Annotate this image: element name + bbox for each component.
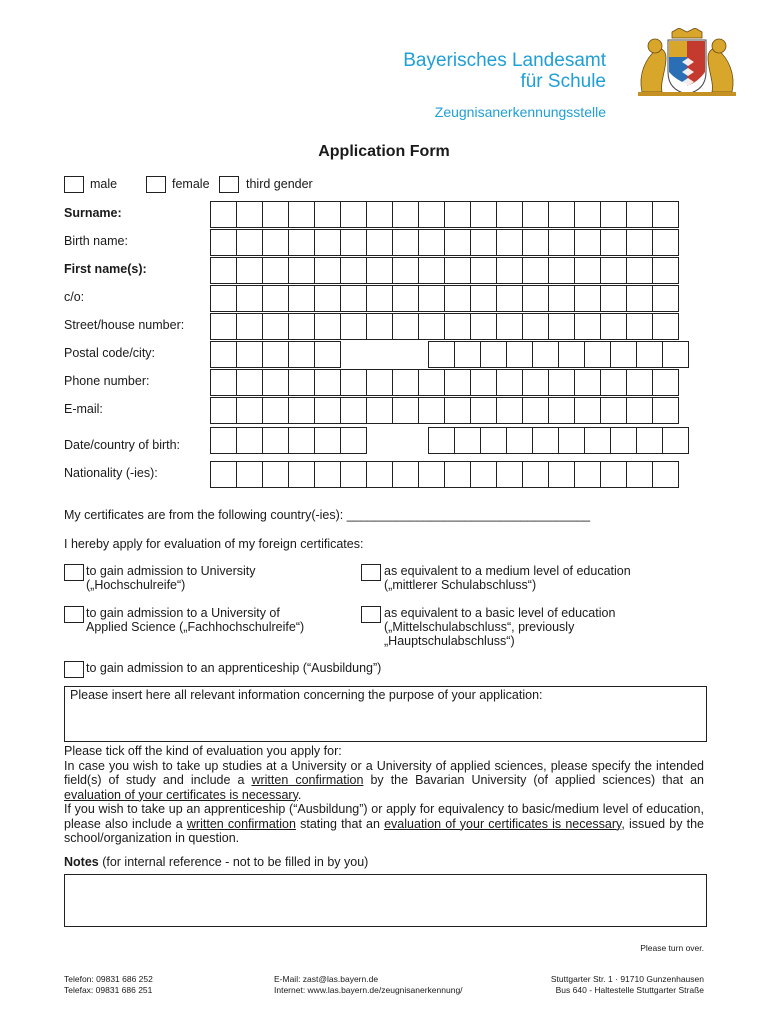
application-purpose-textarea[interactable]	[64, 686, 707, 742]
instructions-intro: Please tick off the kind of evaluation you apply for:	[64, 744, 342, 758]
applied-science-option-line2: Applied Science („Fachhochschulreife“)	[86, 620, 305, 634]
university-option-line2: („Hochschulreife“)	[86, 578, 186, 592]
date-of-birth-field[interactable]	[210, 427, 366, 454]
male-label: male	[90, 177, 118, 191]
instructions-university: In case you wish to take up studies at a University or a University of applied sciences, please specify the intended field(s) of study and include a written confirmation by the Bavarian University (of applied sciences) that an evaluation of your certificates is necessary.	[64, 758, 705, 802]
street-label: Street/house number:	[64, 318, 185, 332]
medium-level-checkbox[interactable]	[361, 564, 381, 581]
apprenticeship-option: to gain admission to an apprenticeship (“Ausbildung”)	[86, 661, 382, 675]
basic-level-option-line3: „Hauptschulabschluss“)	[384, 634, 515, 648]
postal-code-field[interactable]	[210, 341, 340, 368]
surname-label: Surname:	[64, 206, 122, 220]
birth-name-label: Birth name:	[64, 234, 128, 248]
female-label: female	[172, 177, 210, 191]
first-names-label: First name(s):	[64, 262, 147, 276]
university-option-line1: to gain admission to University	[86, 564, 256, 578]
birth-name-field[interactable]	[210, 229, 678, 256]
footer-contact-web: E-Mail: zast@las.bayern.de Internet: www.las.bayern.de/zeugnisanerkennung/	[274, 974, 463, 995]
first-names-field[interactable]	[210, 257, 678, 284]
postal-code-label: Postal code/city:	[64, 346, 156, 360]
nationality-field[interactable]	[210, 461, 678, 488]
city-field[interactable]	[428, 341, 688, 368]
country-of-birth-field[interactable]	[428, 427, 688, 454]
phone-field[interactable]	[210, 369, 678, 396]
turn-over-note: Please turn over.	[640, 943, 704, 953]
medium-level-option-line2: („mittlerer Schulabschluss“)	[384, 578, 537, 592]
department-name: Zeugnisanerkennungsstelle	[434, 104, 606, 120]
notes-box	[64, 874, 707, 927]
basic-level-option-line2: („Mittelschulabschluss“, previously	[384, 620, 575, 634]
surname-field[interactable]	[210, 201, 678, 228]
email-label: E-mail:	[64, 402, 103, 416]
street-field[interactable]	[210, 313, 678, 340]
medium-level-option-line1: as equivalent to a medium level of education	[384, 564, 631, 578]
female-checkbox[interactable]	[146, 176, 166, 193]
male-checkbox[interactable]	[64, 176, 84, 193]
basic-level-option-line1: as equivalent to a basic level of education	[384, 606, 616, 620]
form-title: Application Form	[318, 143, 450, 160]
instructions-paragraph	[64, 744, 704, 846]
apply-line: I hereby apply for evaluation of my foreign certificates:	[64, 537, 364, 551]
authority-name-line1: Bayerisches Landesamt	[403, 50, 606, 71]
notes-label: Notes (for internal reference - not to be filled in by you)	[64, 855, 369, 869]
nationality-label: Nationality (-ies):	[64, 466, 158, 480]
instructions-apprenticeship: If you wish to take up an apprenticeship (“Ausbildung”) or apply for equivalency to basic/medium level of education, please also include a written confirmation stating that an evaluation of your certificates is necessary, issued by the school/organization in question.	[64, 802, 704, 845]
footer-contact-phone: Telefon: 09831 686 252 Telefax: 09831 686 251	[64, 974, 153, 995]
university-checkbox[interactable]	[64, 564, 84, 581]
date-country-birth-label: Date/country of birth:	[64, 438, 181, 452]
applied-science-checkbox[interactable]	[64, 606, 84, 623]
email-field[interactable]	[210, 397, 678, 424]
bavarian-coat-of-arms-icon	[632, 28, 742, 98]
basic-level-checkbox[interactable]	[361, 606, 381, 623]
countries-line: My certificates are from the following country(-ies): ___________________________________	[64, 508, 591, 522]
co-label: c/o:	[64, 290, 85, 304]
applied-science-option-line1: to gain admission to a University of	[86, 606, 280, 620]
authority-name-line2: für Schule	[520, 71, 606, 92]
phone-label: Phone number:	[64, 374, 150, 388]
footer-address: Stuttgarter Str. 1 · 91710 Gunzenhausen Bus 640 - Haltestelle Stuttgarter Straße	[550, 974, 704, 995]
co-field[interactable]	[210, 285, 678, 312]
application-purpose-prompt: Please insert here all relevant information concerning the purpose of your application:	[70, 688, 543, 702]
third-gender-label: third gender	[246, 177, 313, 191]
third-gender-checkbox[interactable]	[219, 176, 239, 193]
apprenticeship-checkbox[interactable]	[64, 661, 84, 678]
